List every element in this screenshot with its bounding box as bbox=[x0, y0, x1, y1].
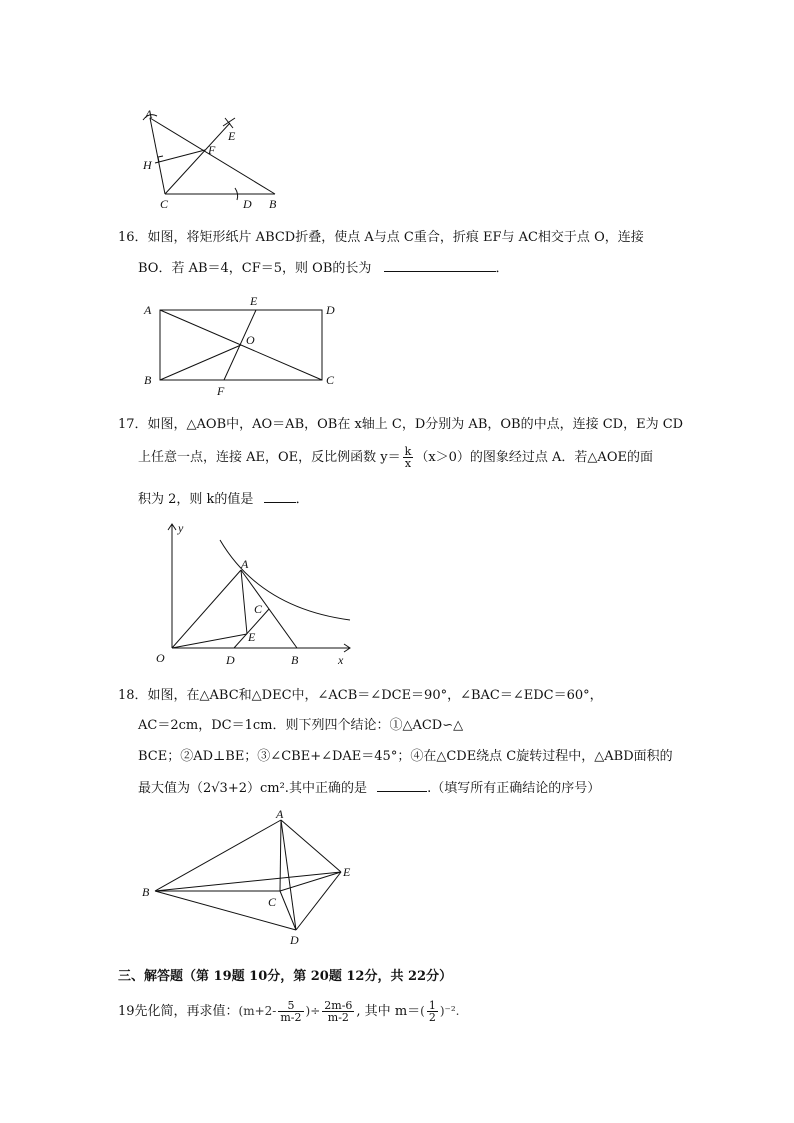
q16-line1: 16．如图，将矩形纸片 ABCD折叠，使点 A与点 C重合，折痕 EF与 AC相交于点 O，连接 bbox=[118, 230, 644, 245]
label-B: B bbox=[269, 197, 277, 208]
q17-text-a: 上任意一点，连接 AE，OE，反比例函数 y＝ bbox=[138, 450, 401, 465]
q17-text-b: （x＞0）的图象经过点 A．若△AOE的面 bbox=[415, 450, 653, 465]
q17-text-c: 积为 2，则 k的值是 bbox=[138, 492, 254, 507]
label-E: E bbox=[228, 129, 236, 143]
q19-where: , 其中 m＝ bbox=[356, 1004, 421, 1019]
label-y: y bbox=[178, 521, 184, 535]
q19-exponent: )⁻². bbox=[439, 1004, 460, 1018]
section-heading: 三、解答题（第 19题 10分，第 20题 12分，共 22分） bbox=[118, 969, 453, 984]
q17-line3 bbox=[138, 490, 309, 509]
fraction-1-over-2: $\frac{1}{2}$ bbox=[428, 999, 436, 1024]
q19-prefix: 19先化简，再求值： bbox=[118, 1004, 239, 1019]
q16-end: ． bbox=[495, 261, 509, 276]
q18-end: .（填写所有正确结论的序号） bbox=[427, 781, 601, 796]
label-H: H bbox=[143, 158, 152, 172]
q19-divide: )÷ bbox=[305, 1004, 321, 1018]
label-E: E bbox=[250, 294, 258, 308]
label-B: B bbox=[144, 373, 152, 387]
label-B: B bbox=[291, 653, 299, 667]
q17-line2 bbox=[138, 446, 653, 469]
label-F: F bbox=[217, 384, 225, 398]
fraction-2m-6-over-m-2: $\frac{2m-6}{m-2}$ bbox=[324, 999, 353, 1024]
q18-text: 最大值为（2√3+2）cm².其中正确的是 bbox=[138, 781, 367, 796]
q19-expr-open: (m+2- bbox=[238, 1004, 277, 1018]
label-B: B bbox=[142, 885, 150, 899]
label-A: A bbox=[241, 557, 249, 571]
label-F: F bbox=[208, 143, 216, 157]
label-O: O bbox=[246, 333, 255, 347]
label-D: D bbox=[226, 653, 235, 667]
label-O: O bbox=[156, 651, 165, 665]
figure-17 bbox=[140, 518, 360, 670]
label-C: C bbox=[326, 373, 335, 387]
q19-line bbox=[118, 996, 459, 1027]
q18-line4 bbox=[138, 779, 600, 798]
label-A: A bbox=[144, 303, 152, 317]
q19-paren: ( bbox=[420, 1004, 425, 1018]
fraction-k-over-x: $\frac{k}{x}$ bbox=[404, 445, 412, 470]
label-A: A bbox=[276, 808, 284, 821]
label-C: C bbox=[160, 197, 169, 208]
figure-15 bbox=[135, 108, 295, 208]
q18-line1: 18．如图，在△ABC和△DEC中，∠ACB＝∠DCE＝90°，∠BAC＝∠EDC＝60°， bbox=[118, 688, 603, 703]
q18-line3: BCE；②AD⊥BE；③∠CBE+∠DAE＝45°；④在△CDE绕点 C旋转过程中，△ABD面积的 bbox=[138, 749, 673, 764]
label-C: C bbox=[268, 895, 277, 909]
label-x: x bbox=[338, 653, 344, 667]
q18-line2: AC＝2cm，DC＝1cm．则下列四个结论：①△ACD∽△ bbox=[138, 718, 464, 733]
fraction-5-over-m-2: $\frac{5}{m-2}$ bbox=[280, 999, 302, 1024]
label-A: A bbox=[145, 108, 153, 121]
q16-line2 bbox=[138, 259, 509, 278]
q18-answer-blank[interactable] bbox=[377, 779, 427, 792]
label-D: D bbox=[290, 933, 299, 947]
figure-18 bbox=[138, 808, 364, 948]
label-D: D bbox=[326, 303, 335, 317]
figure-16 bbox=[140, 292, 340, 398]
q17-line1: 17．如图，△AOB中，AO＝AB，OB在 x轴上 C，D分别为 AB，OB的中点，连接 CD，E为 CD bbox=[118, 417, 684, 432]
label-C: C bbox=[254, 602, 263, 616]
q16-answer-blank[interactable] bbox=[384, 259, 496, 272]
q16-text: BO．若 AB＝4，CF＝5，则 OB的长为 bbox=[138, 261, 372, 276]
q17-answer-blank[interactable] bbox=[264, 490, 296, 503]
label-E: E bbox=[248, 630, 256, 644]
label-E: E bbox=[343, 865, 351, 879]
label-D: D bbox=[243, 197, 252, 208]
q17-end: ． bbox=[295, 492, 309, 507]
